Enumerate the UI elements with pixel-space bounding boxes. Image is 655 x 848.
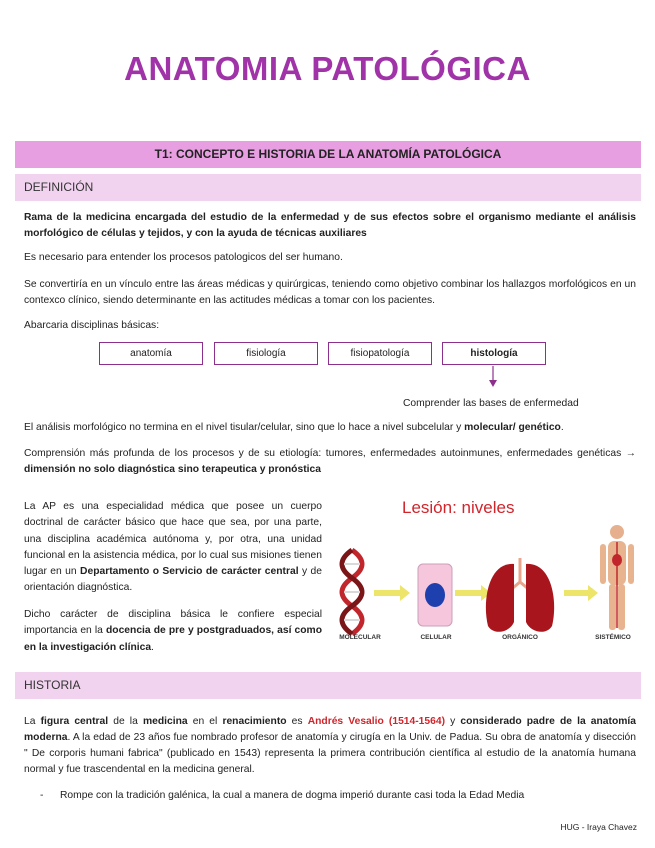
hist-d: medicina <box>142 716 188 727</box>
molecular-text-c: . <box>560 422 564 433</box>
historia-paragraph <box>24 714 636 778</box>
docencia-text-b: docencia de pre y postgraduados, así como en la investigación clínica <box>24 625 323 653</box>
hist-c: de la <box>108 716 143 727</box>
definition-text: Rama de la medicina encargada del estudio de la enfermedad y de sus efectos sobre el organismo mediante el análisis morfológico de células y tejidos, y con la ayuda de técnicas auxiliares <box>24 212 636 239</box>
label-molecular: MOLECULAR <box>339 634 381 641</box>
etiology-paragraph <box>24 446 636 478</box>
figure-title: Lesión: niveles <box>402 498 515 517</box>
lungs-icon <box>486 558 554 632</box>
docencia-text-c: . <box>151 641 154 653</box>
etiology-text-b: → dimensión no solo diagnóstica sino terapeutica y pronóstica <box>24 448 636 475</box>
molecular-text-a: El análisis morfológico no termina en el nivel tisular/celular, sino que lo hace a nivel subcelular y <box>24 422 465 433</box>
dna-icon <box>342 550 362 634</box>
molecular-paragraph <box>24 420 636 436</box>
docencia-text-a: Dicho carácter de disciplina básica le confiere especial importancia en la <box>24 609 322 637</box>
definicion-heading: DEFINICIÓN <box>15 174 641 201</box>
hist-g: es <box>286 716 308 727</box>
hist-b: figura central <box>40 716 109 727</box>
hist-h: y <box>445 716 461 727</box>
ap-text-a: La AP es una especialidad médica que posee un cuerpo doctrinal de carácter básico que hace que sea, por una parte, una disciplina académica autónoma y, por otra, una unidad funcional en la asistencia médica, por lo cual sus misiones tienen lugar en un <box>24 501 322 578</box>
disciplines-intro: Abarcaria disciplinas básicas: <box>24 320 160 331</box>
discipline-box-fisiopatologia: fisiopatología <box>328 342 432 365</box>
bullet-dash: - <box>40 790 44 801</box>
discipline-box-fisiologia: fisiología <box>214 342 318 365</box>
etiology-text-a: Comprensión más profunda de los procesos y de su etiología: tumores, enfermedades autoinmunes, enfermedades genéticas <box>24 448 626 459</box>
label-organico: ORGÁNICO <box>502 634 538 641</box>
label-sistemico: SISTÉMICO <box>595 634 631 641</box>
docencia-paragraph <box>24 607 322 656</box>
vesalio-name: Andrés Vesalio (1514-1564) <box>307 716 446 727</box>
ap-text-c: y de orientación diagnóstica. <box>24 566 322 594</box>
hist-e: en el <box>187 716 223 727</box>
hist-j: . A la edad de 23 años fue nombrado profesor de anatomía y cirugía en la Univ. de Padua. Su obra de anatomía y disección " De corporis humani fabrica" (publicado en 1543) representa la primera contribución científica al estudio de la anatomía humana normal y fue trascendental en la medicina general. <box>24 732 636 775</box>
discipline-box-histologia: histología <box>442 342 546 365</box>
discipline-box-anatomia: anatomía <box>99 342 203 365</box>
ap-text-b: Departamento o Servicio de carácter central <box>80 566 299 578</box>
molecular-text-b: molecular/ genético <box>464 422 561 433</box>
page-title: ANATOMIA PATOLÓGICA <box>124 50 531 87</box>
historia-bullet: Rompe con la tradición galénica, la cual a manera de dogma imperió durante casi toda la Edad Media <box>60 790 525 801</box>
hist-f: renacimiento <box>222 716 287 727</box>
lesion-levels-figure <box>338 492 638 652</box>
hist-i: considerado padre de la anatomía moderna <box>24 716 636 743</box>
section-title-bar: T1: CONCEPTO E HISTORIA DE LA ANATOMÍA PATOLÓGICA <box>15 141 641 168</box>
arrow-icons <box>374 585 598 601</box>
necessity-paragraph: Es necesario para entender los procesos patologicos del ser humano. <box>24 252 343 263</box>
historia-heading: HISTORIA <box>15 672 641 699</box>
hist-a: La <box>24 716 41 727</box>
ap-paragraph <box>24 499 322 597</box>
down-arrow-icon <box>486 366 500 388</box>
footer-author: HUG - Iraya Chavez <box>560 822 637 832</box>
arrow-caption: Comprender las bases de enfermedad <box>403 398 579 409</box>
label-celular: CELULAR <box>420 634 452 641</box>
definition-paragraph <box>24 210 636 242</box>
human-body-icon <box>600 525 634 630</box>
cell-icon <box>418 564 452 626</box>
link-paragraph: Se convertiría en un vínculo entre las áreas médicas y quirúrgicas, teniendo como objetivo combinar los hallazgos morfológicos en un contexco clínico, siendo determinante en las actitudes médicas a tomar con los pacientes. <box>24 279 636 306</box>
levels-illustration <box>338 492 638 652</box>
